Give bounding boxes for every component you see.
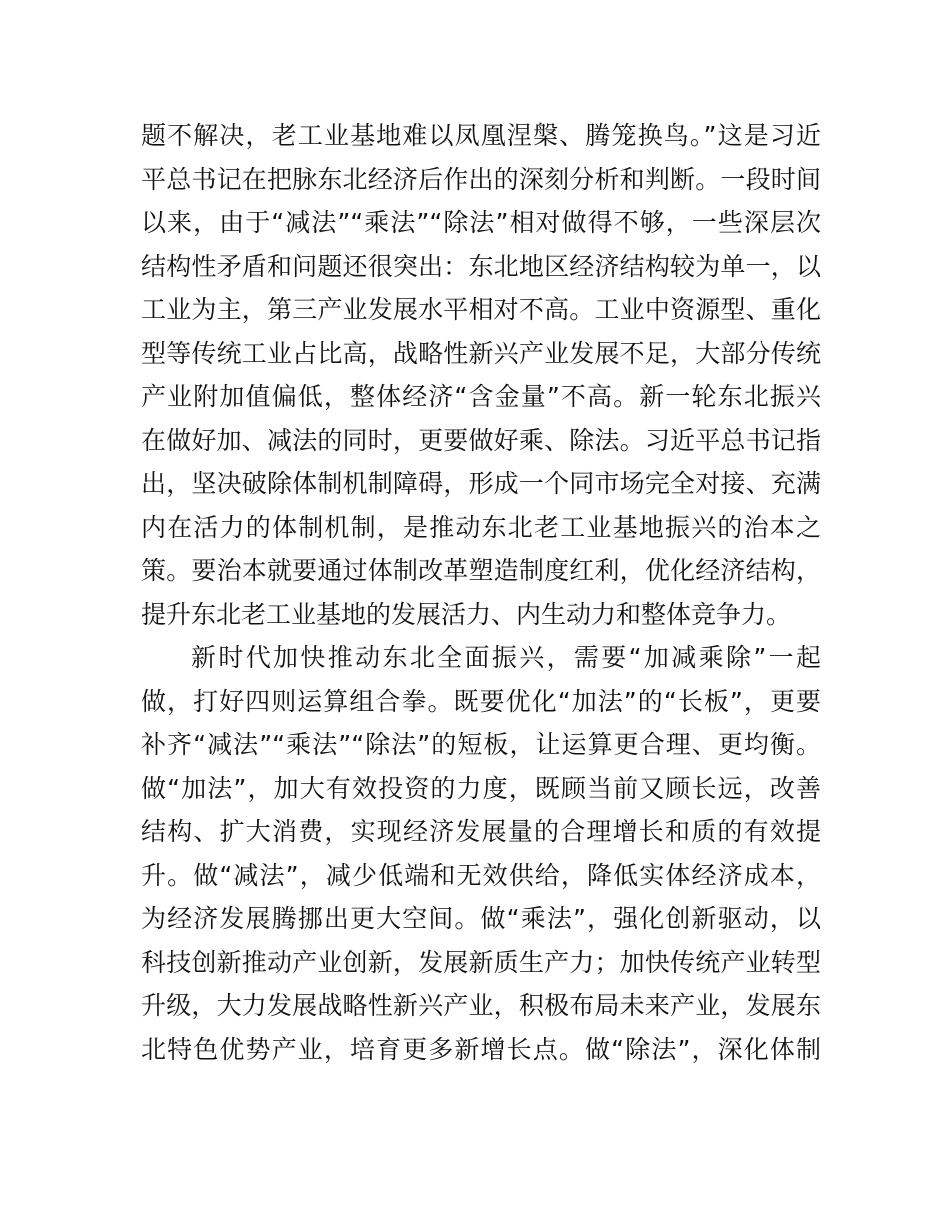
text-line: 补齐“减法”“乘法”“除法”的短板，让运算更合理、更均衡。 (141, 730, 821, 759)
text-line: 做，打好四则运算组合拳。既要优化“加法”的“长板”，更要 (141, 686, 821, 716)
paragraph-start-line: 新时代加快推动东北全面振兴，需要“加减乘除”一起 (191, 643, 821, 672)
text-line: 做“加法”，加大有效投资的力度，既顾当前又顾长远，改善 (141, 773, 821, 803)
body-text (141, 114, 821, 1071)
text-line: 科技创新推动产业创新，发展新质生产力；加快传统产业转型 (141, 947, 821, 977)
text-line: 工业为主，第三产业发展水平相对不高。工业中资源型、重化 (141, 295, 821, 324)
text-line: 题不解决，老工业基地难以凤凰涅槃、腾笼换鸟。”这是习近 (141, 121, 821, 150)
text-line: 策。要治本就要通过体制改革塑造制度红利，优化经济结构， (141, 556, 821, 585)
text-line: 产业附加值偏低，整体经济“含金量”不高。新一轮东北振兴 (141, 382, 821, 411)
text-line: 平总书记在把脉东北经济后作出的深刻分析和判断。一段时间 (141, 164, 821, 194)
text-line: 为经济发展腾挪出更大空间。做“乘法”，强化创新驱动，以 (141, 904, 821, 933)
text-line: 出，坚决破除体制机制障碍，形成一个同市场完全对接、充满 (141, 469, 821, 498)
text-line: 在做好加、减法的同时，更要做好乘、除法。习近平总书记指 (141, 425, 821, 455)
text-line: 内在活力的体制机制，是推动东北老工业基地振兴的治本之 (141, 512, 821, 542)
text-line: 结构性矛盾和问题还很突出：东北地区经济结构较为单一，以 (141, 251, 821, 281)
text-line: 型等传统工业占比高，战略性新兴产业发展不足，大部分传统 (141, 338, 821, 368)
text-line: 北特色优势产业，培育更多新增长点。做“除法”，深化体制 (141, 1034, 821, 1064)
paragraph-end-line: 提升东北老工业基地的发展活力、内生动力和整体竞争力。 (141, 599, 792, 629)
text-line: 结构、扩大消费，实现经济发展量的合理增长和质的有效提 (141, 817, 821, 846)
text-line: 升级，大力发展战略性新兴产业，积极布局未来产业，发展东 (141, 991, 821, 1020)
text-line: 以来，由于“减法”“乘法”“除法”相对做得不够，一些深层次 (141, 208, 821, 237)
text-line: 升。做“减法”，减少低端和无效供给，降低实体经济成本， (141, 860, 821, 890)
